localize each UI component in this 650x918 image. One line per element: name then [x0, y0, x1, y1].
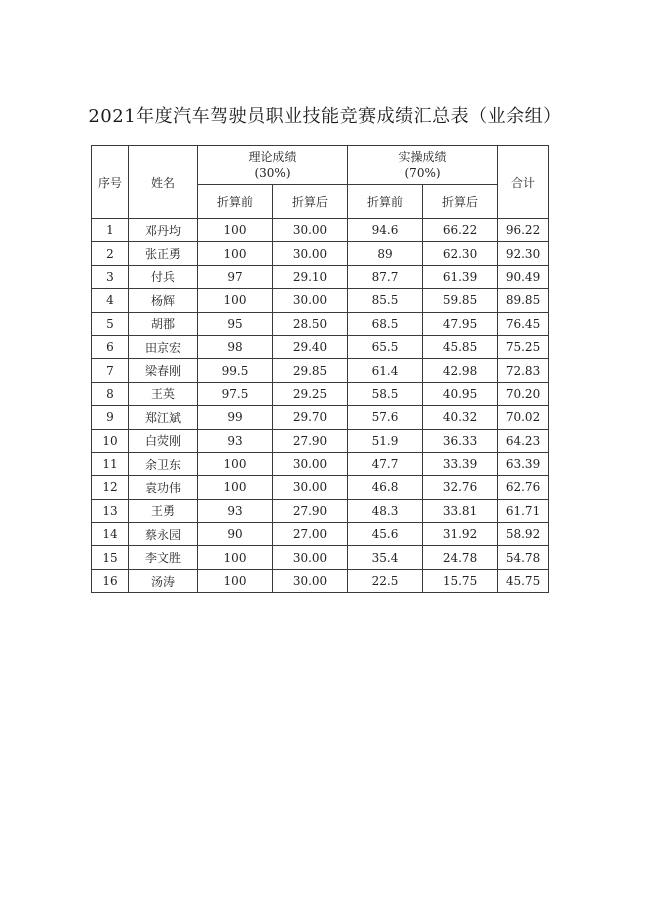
- cell-practice-before: 48.3: [348, 499, 423, 522]
- table-row: [92, 523, 549, 546]
- cell-name: 邓丹均: [129, 219, 198, 242]
- cell-name: 田京宏: [129, 335, 198, 358]
- cell-total: 62.76: [498, 476, 549, 499]
- cell-theory-before: 95: [198, 312, 273, 335]
- header-theory-before: 折算前: [198, 185, 273, 219]
- cell-practice-after: 40.32: [423, 406, 498, 429]
- score-table-body: [92, 219, 549, 593]
- cell-theory-after: 30.00: [273, 289, 348, 312]
- header-theory-after: 折算后: [273, 185, 348, 219]
- cell-name: 梁春刚: [129, 359, 198, 382]
- cell-name: 付兵: [129, 265, 198, 288]
- cell-index: 5: [92, 312, 129, 335]
- cell-total: 89.85: [498, 289, 549, 312]
- table-row: [92, 569, 549, 592]
- cell-total: 64.23: [498, 429, 549, 452]
- cell-theory-after: 27.00: [273, 523, 348, 546]
- cell-name: 蔡永园: [129, 523, 198, 546]
- cell-practice-before: 57.6: [348, 406, 423, 429]
- table-row: [92, 335, 549, 358]
- table-row: [92, 429, 549, 452]
- cell-name: 王英: [129, 382, 198, 405]
- cell-theory-before: 90: [198, 523, 273, 546]
- cell-practice-before: 47.7: [348, 452, 423, 475]
- cell-practice-after: 66.22: [423, 219, 498, 242]
- cell-practice-after: 36.33: [423, 429, 498, 452]
- cell-practice-before: 85.5: [348, 289, 423, 312]
- table-row: [92, 499, 549, 522]
- cell-total: 58.92: [498, 523, 549, 546]
- cell-total: 76.45: [498, 312, 549, 335]
- cell-total: 72.83: [498, 359, 549, 382]
- cell-theory-before: 97.5: [198, 382, 273, 405]
- cell-theory-after: 29.10: [273, 265, 348, 288]
- cell-index: 14: [92, 523, 129, 546]
- cell-practice-before: 22.5: [348, 569, 423, 592]
- cell-theory-before: 100: [198, 242, 273, 265]
- cell-index: 2: [92, 242, 129, 265]
- cell-total: 45.75: [498, 569, 549, 592]
- cell-index: 1: [92, 219, 129, 242]
- cell-name: 李文胜: [129, 546, 198, 569]
- table-row: [92, 546, 549, 569]
- cell-name: 杨辉: [129, 289, 198, 312]
- cell-theory-before: 100: [198, 546, 273, 569]
- table-row: [92, 242, 549, 265]
- cell-theory-after: 30.00: [273, 219, 348, 242]
- cell-practice-before: 51.9: [348, 429, 423, 452]
- score-table: [91, 145, 549, 593]
- cell-total: 70.02: [498, 406, 549, 429]
- cell-theory-before: 98: [198, 335, 273, 358]
- table-row: [92, 359, 549, 382]
- table-row: [92, 265, 549, 288]
- cell-total: 61.71: [498, 499, 549, 522]
- cell-practice-before: 45.6: [348, 523, 423, 546]
- cell-total: 90.49: [498, 265, 549, 288]
- cell-name: 余卫东: [129, 452, 198, 475]
- cell-practice-after: 15.75: [423, 569, 498, 592]
- cell-name: 张正勇: [129, 242, 198, 265]
- cell-practice-after: 42.98: [423, 359, 498, 382]
- cell-theory-after: 27.90: [273, 499, 348, 522]
- cell-total: 75.25: [498, 335, 549, 358]
- cell-theory-after: 28.50: [273, 312, 348, 335]
- cell-name: 汤涛: [129, 569, 198, 592]
- cell-practice-before: 46.8: [348, 476, 423, 499]
- cell-practice-after: 24.78: [423, 546, 498, 569]
- header-practice-weight: (70%): [404, 166, 441, 180]
- header-practice-after: 折算后: [423, 185, 498, 219]
- cell-index: 6: [92, 335, 129, 358]
- cell-theory-after: 29.70: [273, 406, 348, 429]
- cell-theory-after: 30.00: [273, 242, 348, 265]
- cell-name: 袁功伟: [129, 476, 198, 499]
- cell-theory-before: 100: [198, 569, 273, 592]
- header-practice-label: 实操成绩: [398, 150, 447, 164]
- cell-theory-before: 99.5: [198, 359, 273, 382]
- header-name: 姓名: [129, 146, 198, 219]
- cell-practice-after: 32.76: [423, 476, 498, 499]
- cell-practice-before: 61.4: [348, 359, 423, 382]
- table-row: [92, 312, 549, 335]
- cell-practice-before: 89: [348, 242, 423, 265]
- cell-practice-after: 33.39: [423, 452, 498, 475]
- cell-index: 4: [92, 289, 129, 312]
- cell-practice-after: 59.85: [423, 289, 498, 312]
- cell-practice-after: 47.95: [423, 312, 498, 335]
- cell-practice-before: 65.5: [348, 335, 423, 358]
- cell-practice-before: 87.7: [348, 265, 423, 288]
- cell-theory-after: 30.00: [273, 546, 348, 569]
- cell-index: 10: [92, 429, 129, 452]
- cell-name: 胡郡: [129, 312, 198, 335]
- cell-theory-before: 93: [198, 429, 273, 452]
- cell-total: 54.78: [498, 546, 549, 569]
- cell-name: 白荧刚: [129, 429, 198, 452]
- table-row: [92, 219, 549, 242]
- cell-index: 13: [92, 499, 129, 522]
- cell-theory-after: 30.00: [273, 452, 348, 475]
- cell-theory-after: 27.90: [273, 429, 348, 452]
- cell-total: 92.30: [498, 242, 549, 265]
- cell-practice-before: 94.6: [348, 219, 423, 242]
- cell-theory-after: 29.25: [273, 382, 348, 405]
- cell-practice-after: 40.95: [423, 382, 498, 405]
- cell-theory-after: 29.85: [273, 359, 348, 382]
- page-title: 2021年度汽车驾驶员职业技能竞赛成绩汇总表（业余组）: [88, 106, 562, 127]
- cell-theory-after: 30.00: [273, 476, 348, 499]
- cell-theory-after: 30.00: [273, 569, 348, 592]
- cell-theory-before: 100: [198, 452, 273, 475]
- header-index: 序号: [92, 146, 129, 219]
- cell-name: 郑江斌: [129, 406, 198, 429]
- cell-practice-after: 33.81: [423, 499, 498, 522]
- cell-practice-before: 35.4: [348, 546, 423, 569]
- cell-index: 12: [92, 476, 129, 499]
- cell-total: 70.20: [498, 382, 549, 405]
- cell-theory-before: 100: [198, 289, 273, 312]
- cell-total: 63.39: [498, 452, 549, 475]
- header-practice: [348, 146, 498, 185]
- cell-practice-after: 61.39: [423, 265, 498, 288]
- header-theory: [198, 146, 348, 185]
- cell-total: 96.22: [498, 219, 549, 242]
- cell-practice-after: 62.30: [423, 242, 498, 265]
- cell-index: 15: [92, 546, 129, 569]
- cell-theory-before: 97: [198, 265, 273, 288]
- cell-practice-before: 58.5: [348, 382, 423, 405]
- cell-theory-after: 29.40: [273, 335, 348, 358]
- cell-index: 8: [92, 382, 129, 405]
- header-theory-weight: (30%): [254, 166, 291, 180]
- cell-theory-before: 100: [198, 476, 273, 499]
- cell-index: 16: [92, 569, 129, 592]
- cell-index: 9: [92, 406, 129, 429]
- cell-index: 7: [92, 359, 129, 382]
- table-row: [92, 382, 549, 405]
- table-row: [92, 452, 549, 475]
- cell-index: 3: [92, 265, 129, 288]
- cell-name: 王勇: [129, 499, 198, 522]
- header-theory-label: 理论成绩: [248, 150, 297, 164]
- cell-index: 11: [92, 452, 129, 475]
- header-total: 合计: [498, 146, 549, 219]
- table-row: [92, 476, 549, 499]
- table-row: [92, 406, 549, 429]
- cell-practice-after: 31.92: [423, 523, 498, 546]
- cell-practice-before: 68.5: [348, 312, 423, 335]
- cell-theory-before: 93: [198, 499, 273, 522]
- table-row: [92, 289, 549, 312]
- cell-theory-before: 99: [198, 406, 273, 429]
- header-practice-before: 折算前: [348, 185, 423, 219]
- cell-practice-after: 45.85: [423, 335, 498, 358]
- cell-theory-before: 100: [198, 219, 273, 242]
